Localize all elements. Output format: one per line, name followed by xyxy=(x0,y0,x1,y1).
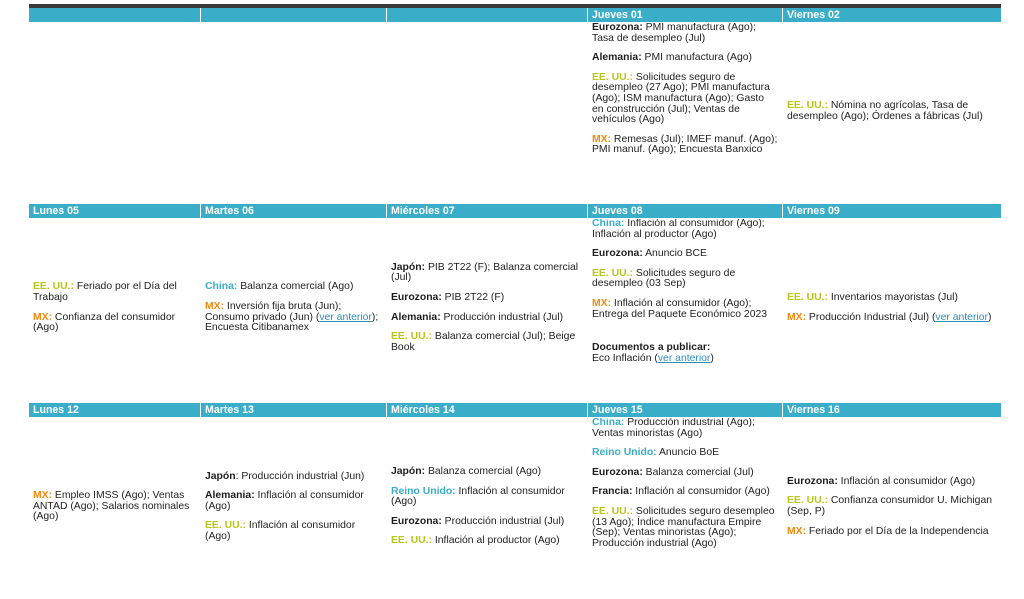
event-text: Inflación al consumidor (Ago); Inflación al productor (Ago) xyxy=(592,219,765,240)
event-text: Inflación al consumidor (Ago) xyxy=(632,486,770,498)
event-label: EE. UU.: xyxy=(592,505,633,517)
event-entry xyxy=(592,448,782,459)
event-text: PMI manufactura (Ago) xyxy=(641,52,752,64)
event-entry xyxy=(391,263,587,284)
event-entry xyxy=(787,313,1001,324)
event-label: MX: xyxy=(205,300,225,312)
event-label: Eurozona: xyxy=(391,291,442,303)
event-entry xyxy=(592,53,782,64)
event-label: EE. UU.: xyxy=(33,281,74,293)
event-label: Eurozona: xyxy=(592,466,643,478)
event-text: Empleo IMSS (Ago); Ventas ANTAD (Ago); Salarios nominales (Ago) xyxy=(33,490,190,523)
event-entry xyxy=(205,472,386,483)
event-text: Producción industrial (Jul) xyxy=(440,311,564,323)
event-entry xyxy=(592,135,782,156)
event-label: Alemania: xyxy=(592,52,642,64)
event-label: China: xyxy=(592,418,625,428)
event-text: Inventarios mayoristas (Jul) xyxy=(828,291,958,303)
event-text: Solicitudes seguro de desempleo (27 Ago); PMI manufactura (Ago); ISM manufactura (Ago); Gasto en construcción (Jul); Ventas de vehículos (Ago) xyxy=(592,71,770,126)
event-label: MX: xyxy=(592,297,612,309)
event-entry xyxy=(592,507,782,549)
event-text: Producción Industrial (Jul) ( xyxy=(806,311,936,323)
cell-lunes-05 xyxy=(29,219,200,397)
event-text: Anuncio BoE xyxy=(656,447,720,459)
event-label: MX: xyxy=(33,311,53,323)
event-text: Balanza comercial (Jul); Beige Book xyxy=(391,331,576,353)
event-text: Inflación al consumidor (Ago) xyxy=(391,485,565,508)
cell-miercoles-07 xyxy=(387,219,587,397)
event-entry xyxy=(592,269,782,290)
event-entry xyxy=(33,313,200,334)
event-entry xyxy=(592,418,782,439)
cell-viernes-02 xyxy=(783,23,1001,201)
event-entry xyxy=(391,487,587,508)
event-entry xyxy=(592,23,782,44)
header-viernes-09: Viernes 09 xyxy=(783,204,1001,218)
event-entry xyxy=(205,302,386,334)
event-entry xyxy=(592,487,782,498)
event-entry xyxy=(205,491,386,512)
event-label: Reino Unido: xyxy=(391,485,456,497)
event-label: EE. UU.: xyxy=(205,520,246,532)
event-text: ) xyxy=(710,352,714,364)
event-label: EE. UU.: xyxy=(787,100,828,112)
header-lunes-05: Lunes 05 xyxy=(29,204,200,218)
event-text: PIB 2T22 (F); Balanza comercial (Jul) xyxy=(391,261,579,284)
event-text: Anuncio BCE xyxy=(642,248,707,260)
event-label: MX: xyxy=(787,525,807,537)
cell-jueves-01 xyxy=(588,23,782,201)
event-entry xyxy=(592,343,782,364)
header-martes-13: Martes 13 xyxy=(201,403,386,417)
cell-martes-13 xyxy=(201,418,386,596)
event-label: China: xyxy=(592,219,625,229)
cell-viernes-09 xyxy=(783,219,1001,397)
event-entry xyxy=(205,521,386,542)
event-label: Eurozona: xyxy=(787,475,838,487)
event-text: Inflación al consumidor (Ago) xyxy=(205,520,356,542)
event-label: MX: xyxy=(787,311,807,323)
event-label: EE. UU.: xyxy=(592,267,633,279)
event-label: Eurozona: xyxy=(391,515,442,527)
header-jueves-15: Jueves 15 xyxy=(588,403,782,417)
header-jueves-01: Jueves 01 xyxy=(588,8,782,22)
event-label: Japón: xyxy=(391,261,426,273)
header-blank-1 xyxy=(29,8,200,22)
ver-anterior-link[interactable]: ver anterior xyxy=(319,311,372,323)
event-label: Alemania: xyxy=(391,311,441,323)
event-label: Documentos a publicar: xyxy=(592,342,711,354)
event-text: PMI manufactura (Ago); Tasa de desempleo (Jul) xyxy=(592,23,756,44)
event-text: Balanza comercial (Ago) xyxy=(237,281,354,293)
event-entry xyxy=(391,467,587,478)
event-label: Reino Unido: xyxy=(592,447,657,459)
event-label: EE. UU.: xyxy=(391,535,432,547)
event-label: MX: xyxy=(592,133,612,145)
event-label: MX: xyxy=(33,490,53,502)
event-entry xyxy=(33,282,200,303)
event-entry xyxy=(391,536,587,547)
event-entry xyxy=(787,293,1001,304)
event-entry xyxy=(391,332,587,353)
cell-lunes-12 xyxy=(29,418,200,596)
header-blank-3 xyxy=(387,8,587,22)
header-martes-06: Martes 06 xyxy=(201,204,386,218)
event-text: : Producción industrial (Jun) xyxy=(235,470,365,482)
event-text: Eco Inflación ( xyxy=(592,352,658,364)
event-label: China: xyxy=(205,281,238,293)
event-label: EE. UU.: xyxy=(787,495,828,507)
event-entry xyxy=(592,299,782,320)
event-text: Nómina no agrícolas, Tasa de desempleo (Ago); Órdenes a fábricas (Jul) xyxy=(787,100,983,122)
event-entry xyxy=(787,477,1001,488)
event-label: Eurozona: xyxy=(592,248,643,260)
event-text: PIB 2T22 (F) xyxy=(441,291,505,303)
event-entry xyxy=(592,219,782,240)
event-text: Inflación al productor (Ago) xyxy=(432,535,560,547)
event-label: Francia: xyxy=(592,486,633,498)
event-text: Solicitudes seguro de desempleo (03 Sep) xyxy=(592,267,736,290)
event-entry xyxy=(787,101,1001,122)
event-text: Balanza comercial (Jul) xyxy=(642,466,754,478)
header-miercoles-07: Miércoles 07 xyxy=(387,204,587,218)
event-text: Inflación al consumidor (Ago) xyxy=(205,490,364,512)
event-text: Solicitudes seguro desempleo (13 Ago); Índice manufactura Empire (Sep); Ventas minoristas (Ago); Producción industrial (Ago) xyxy=(592,505,775,549)
event-entry xyxy=(33,491,200,523)
event-text: Inflación al consumidor (Ago) xyxy=(837,475,976,487)
ver-anterior-link[interactable]: ver anterior xyxy=(935,311,988,323)
cell-viernes-16 xyxy=(783,418,1001,596)
event-label: Eurozona: xyxy=(592,23,643,33)
cell-martes-06 xyxy=(201,219,386,397)
event-label: Japón xyxy=(205,470,236,482)
header-lunes-12: Lunes 12 xyxy=(29,403,200,417)
event-entry xyxy=(592,249,782,260)
event-label: Japón: xyxy=(391,466,426,478)
event-entry xyxy=(391,517,587,528)
event-label: EE. UU.: xyxy=(592,71,633,83)
cell-miercoles-14 xyxy=(387,418,587,596)
ver-anterior-link[interactable]: ver anterior xyxy=(657,352,711,364)
event-text: Confianza del consumidor (Ago) xyxy=(33,311,176,334)
event-text: Inversión fija bruta (Jun); Consumo privado (Jun) ( xyxy=(205,300,342,323)
event-entry xyxy=(205,282,386,293)
event-text: ) xyxy=(987,311,992,323)
event-text: ); Encuesta Citibanamex xyxy=(205,311,379,334)
event-text: Confianza consumidor U. Michigan (Sep, P) xyxy=(787,495,993,517)
event-text: Producción industrial (Ago); Ventas minoristas (Ago) xyxy=(592,418,755,439)
event-entry xyxy=(787,527,1001,538)
event-text: Balanza comercial (Ago) xyxy=(425,466,542,478)
header-viernes-02: Viernes 02 xyxy=(783,8,1001,22)
event-label: EE. UU.: xyxy=(391,331,432,343)
event-entry xyxy=(391,293,587,304)
event-text: Producción industrial (Jul) xyxy=(441,515,565,527)
header-jueves-08: Jueves 08 xyxy=(588,204,782,218)
event-entry xyxy=(592,73,782,126)
event-entry xyxy=(787,496,1001,517)
event-text: Feriado por el Día de la Independencia xyxy=(806,525,989,537)
event-text: Feriado por el Día del Trabajo xyxy=(33,281,177,303)
cell-jueves-08 xyxy=(588,219,782,397)
header-blank-2 xyxy=(201,8,386,22)
header-miercoles-14: Miércoles 14 xyxy=(387,403,587,417)
event-text: Remesas (Jul); IMEF manuf. (Ago); PMI manuf. (Ago); Encuesta Banxico xyxy=(592,133,778,156)
event-entry xyxy=(592,468,782,479)
event-text: Inflación al consumidor (Ago); Entrega del Paquete Económico 2023 xyxy=(592,297,768,320)
event-label: EE. UU.: xyxy=(787,291,828,303)
cell-jueves-15 xyxy=(588,418,782,596)
event-entry xyxy=(391,313,587,324)
event-label: Alemania: xyxy=(205,490,255,502)
header-viernes-16: Viernes 16 xyxy=(783,403,1001,417)
